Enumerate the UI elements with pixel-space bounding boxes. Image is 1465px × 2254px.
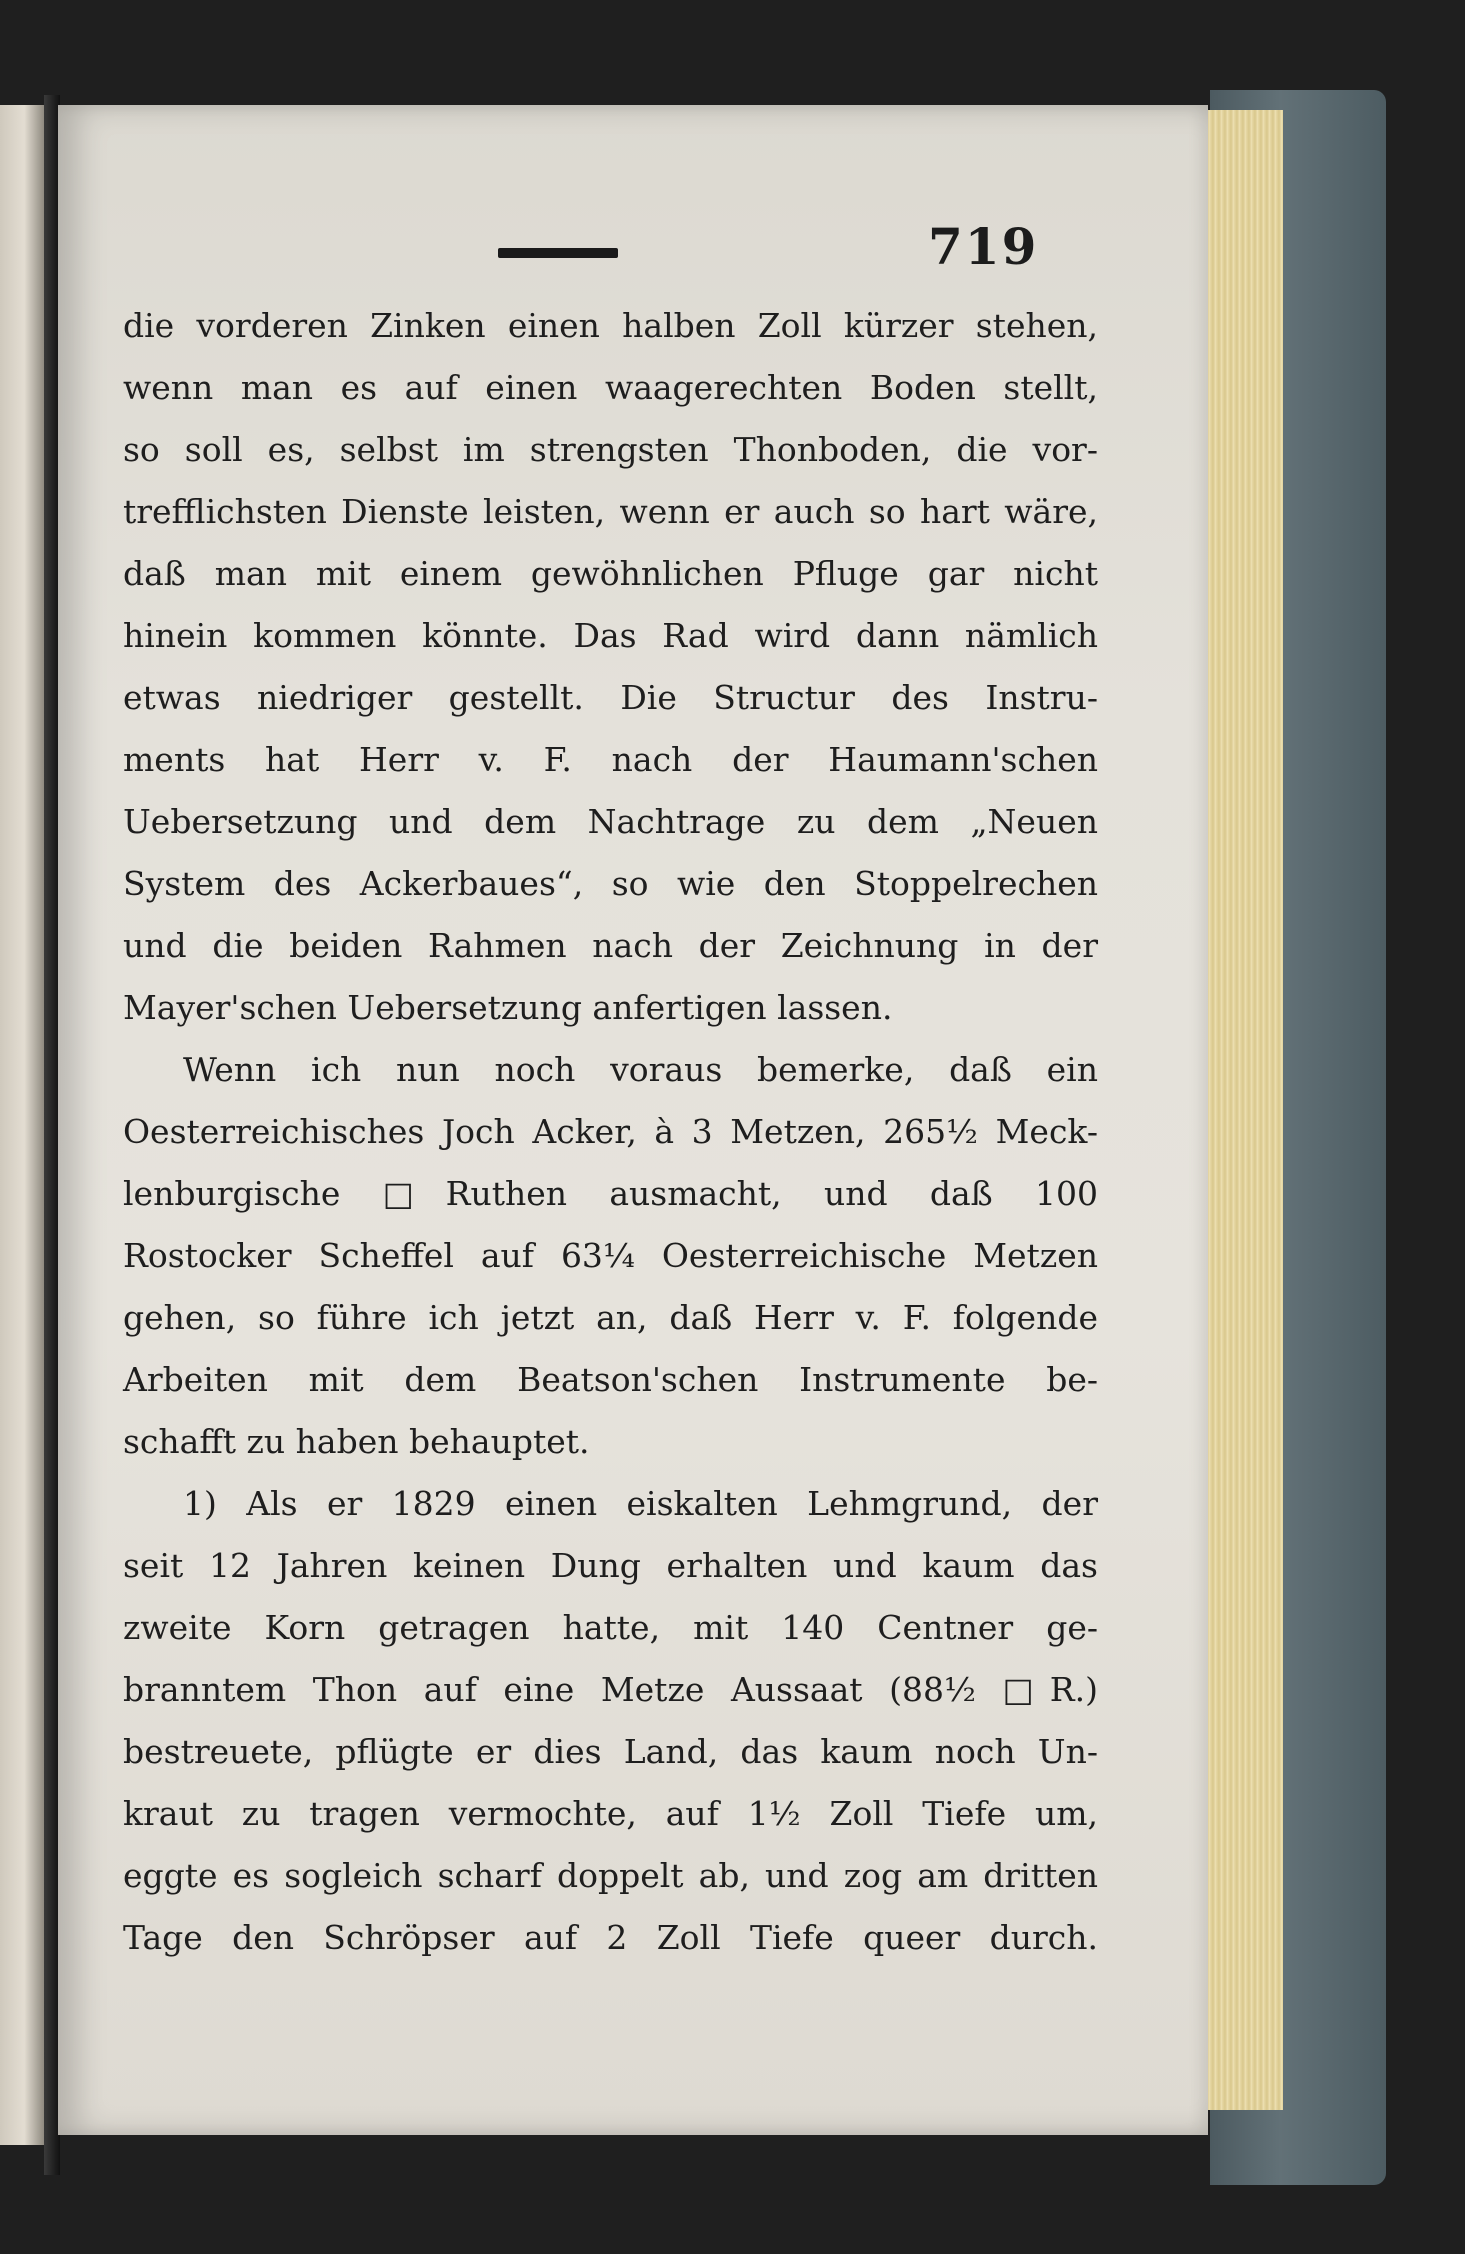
text-line: Uebersetzung und dem Nachtrage zu dem „Neuen <box>123 802 1098 841</box>
text-line: Arbeiten mit dem Beatson'schen Instrumente be- <box>123 1360 1098 1399</box>
text-line: kraut zu tragen vermochte, auf 1½ Zoll Tiefe um, <box>123 1794 1098 1833</box>
text-line: Oesterreichisches Joch Acker, à 3 Metzen, 265½ Meck- <box>123 1112 1098 1151</box>
text-line: Tage den Schröpser auf 2 Zoll Tiefe queer durch. <box>123 1918 1098 1957</box>
text-line: seit 12 Jahren keinen Dung erhalten und kaum das <box>123 1546 1098 1585</box>
text-line: zweite Korn getragen hatte, mit 140 Centner ge- <box>123 1608 1098 1647</box>
text-line: lenburgische □Ruthen ausmacht, und daß 100 <box>123 1174 1098 1213</box>
text-line: daß man mit einem gewöhnlichen Pfluge gar nicht <box>123 554 1098 593</box>
text-line: eggte es sogleich scharf doppelt ab, und zog am dritten <box>123 1856 1098 1895</box>
text-line: gehen, so führe ich jetzt an, daß Herr v. F. folgende <box>123 1298 1098 1337</box>
text-line: ments hat Herr v. F. nach der Haumann'schen <box>123 740 1098 779</box>
text-line: Rostocker Scheffel auf 63¼ Oesterreichische Metzen <box>123 1236 1098 1275</box>
text-line: Mayer'schen Uebersetzung anfertigen lassen. <box>123 988 893 1027</box>
text-line: etwas niedriger gestellt. Die Structur des Instru- <box>123 678 1098 717</box>
page-block-edge <box>1198 110 1283 2110</box>
text-line: System des Ackerbaues“, so wie den Stoppelrechen <box>123 864 1098 903</box>
page-number: 719 <box>928 217 1039 276</box>
text-line: schafft zu haben behauptet. <box>123 1422 590 1461</box>
header-ornament-rule <box>498 248 618 258</box>
facing-page-edge <box>0 105 44 2145</box>
text-line: branntem Thon auf eine Metze Aussaat (88½ □R.) <box>123 1670 1098 1709</box>
text-line: hinein kommen könnte. Das Rad wird dann nämlich <box>123 616 1098 655</box>
text-line: trefflichsten Dienste leisten, wenn er auch so hart wäre, <box>123 492 1098 531</box>
book-page <box>58 105 1208 2135</box>
text-line: und die beiden Rahmen nach der Zeichnung in der <box>123 926 1098 965</box>
text-line: 1) Als er 1829 einen eiskalten Lehmgrund, der <box>183 1484 1098 1523</box>
page-body-text <box>123 295 1098 1969</box>
text-line: die vorderen Zinken einen halben Zoll kürzer stehen, <box>123 306 1098 345</box>
text-line: bestreuete, pflügte er dies Land, das kaum noch Un- <box>123 1732 1098 1771</box>
text-line: so soll es, selbst im strengsten Thonboden, die vor- <box>123 430 1098 469</box>
text-line: wenn man es auf einen waagerechten Boden stellt, <box>123 368 1098 407</box>
text-line: Wenn ich nun noch voraus bemerke, daß ein <box>183 1050 1098 1089</box>
